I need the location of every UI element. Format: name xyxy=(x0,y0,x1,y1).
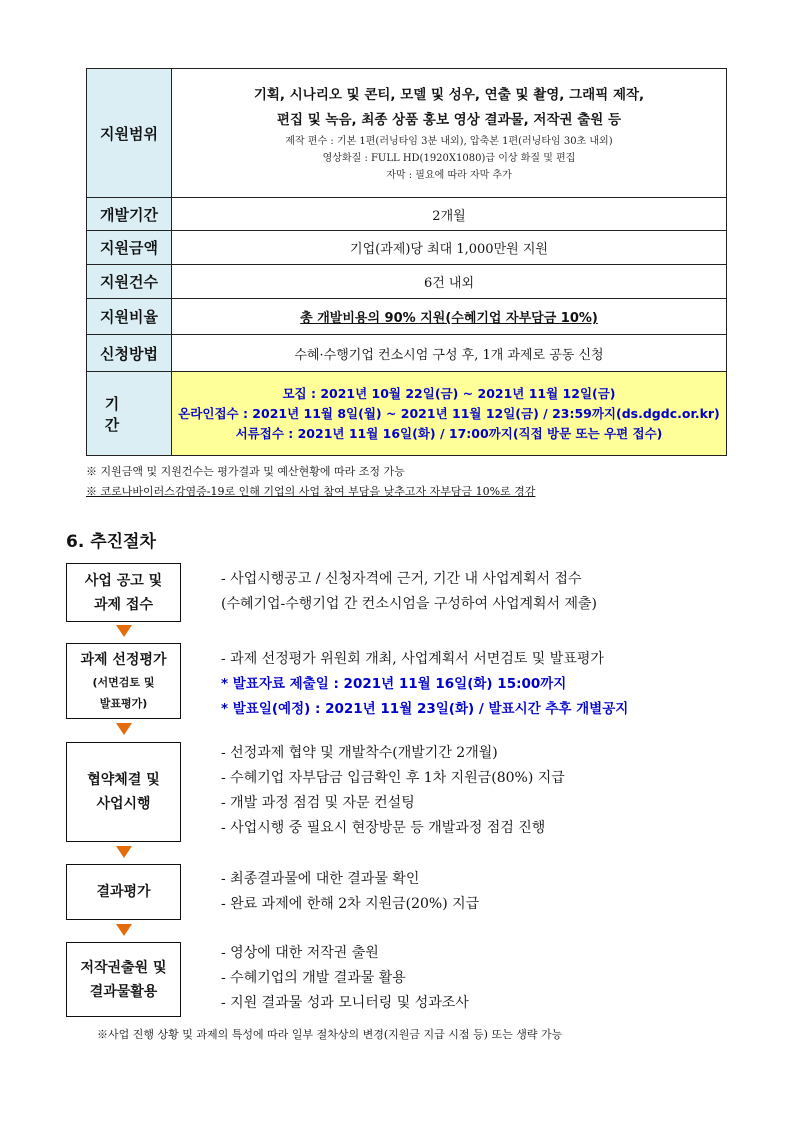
step-label: 발표평가) xyxy=(99,697,148,710)
flow-arrow-icon xyxy=(116,924,132,936)
desc-line: - 영상에 대한 저작권 출원 xyxy=(221,945,379,961)
label-ratio: 지원비율 xyxy=(87,299,172,335)
step-result-eval-desc xyxy=(221,867,479,917)
period-online: 온라인접수 : 2021년 11월 8일(월) ~ 2021년 11월 12일(금) / 23:59까지(ds.dgdc.or.kr) xyxy=(178,405,720,421)
scope-sub-1: 제작 편수 : 기본 1편(러닝타임 3분 내외), 압축본 1편(러닝타임 30초 내외) xyxy=(285,135,613,147)
flow-arrow-icon xyxy=(116,846,132,858)
desc-line: (수혜기업-수행기업 간 컨소시엄을 구성하여 사업계획서 제출) xyxy=(221,596,598,612)
label-scope: 지원범위 xyxy=(87,69,172,198)
value-method: 수혜·수행기업 컨소시엄 구성 후, 1개 과제로 공동 신청 xyxy=(172,335,727,372)
label-period: 기간 xyxy=(87,372,172,456)
step-label: 결과평가 xyxy=(96,884,151,900)
step-agreement-desc xyxy=(221,741,565,841)
label-amount: 지원금액 xyxy=(87,231,172,265)
step-announce xyxy=(66,563,181,622)
row-dev-period xyxy=(87,198,727,231)
step-label: 과제 선정평가 xyxy=(80,652,167,668)
row-amount xyxy=(87,231,727,265)
value-count: 6건 내외 xyxy=(172,265,727,299)
row-count xyxy=(87,265,727,299)
step-label: 결과물활용 xyxy=(89,983,158,1000)
step-agreement xyxy=(66,742,181,842)
label-method: 신청방법 xyxy=(87,335,172,372)
desc-line: - 수혜기업 자부담금 입금확인 후 1차 지원금(80%) 지급 xyxy=(221,770,565,786)
desc-line: - 사업시행공고 / 신청자격에 근거, 기간 내 사업계획서 접수 xyxy=(221,571,582,587)
desc-line-highlight: * 발표자료 제출일 : 2021년 11월 16일(화) 15:00까지 xyxy=(221,676,567,692)
desc-line: - 최종결과물에 대한 결과물 확인 xyxy=(221,871,420,887)
note-covid: ※ 코로나바이러스감염증-19로 인해 기업의 사업 참여 부담을 낮추고자 자부담금 10%로 경감 xyxy=(86,485,536,498)
section-title: 6. 추진절차 xyxy=(66,532,156,552)
scope-sub-3: 자막 : 필요에 따라 자막 추가 xyxy=(386,169,512,181)
desc-line: - 지원 결과물 성과 모니터링 및 성과조사 xyxy=(221,995,469,1011)
value-amount: 기업(과제)당 최대 1,000만원 지원 xyxy=(172,231,727,265)
note-adjust: ※ 지원금액 및 지원건수는 평가결과 및 예산현황에 따라 조정 가능 xyxy=(86,465,405,478)
support-info-table xyxy=(86,68,727,456)
value-scope xyxy=(172,69,727,198)
value-ratio xyxy=(172,299,727,335)
label-dev-period: 개발기간 xyxy=(87,198,172,231)
desc-line: - 완료 과제에 한해 2차 지원금(20%) 지급 xyxy=(221,896,480,912)
step-copyright xyxy=(66,942,181,1017)
desc-line: - 개발 과정 점검 및 자문 컨설팅 xyxy=(221,795,415,811)
flow-arrow-icon xyxy=(116,723,132,735)
desc-line: - 수혜기업의 개발 결과물 활용 xyxy=(221,970,406,986)
step-evaluation xyxy=(66,643,181,719)
step-evaluation-desc xyxy=(221,647,628,722)
step-announce-desc xyxy=(221,567,597,617)
desc-line: - 선정과제 협약 및 개발착수(개발기간 2개월) xyxy=(221,745,498,761)
step-label: 사업시행 xyxy=(96,796,151,812)
row-ratio xyxy=(87,299,727,335)
step-result-eval xyxy=(66,864,181,920)
scope-main-2: 편집 및 녹음, 최종 상품 홍보 영상 결과물, 저작권 출원 등 xyxy=(276,111,622,128)
step-label: 협약체결 및 xyxy=(87,772,160,788)
ratio-text: 총 개발비용의 90% 지원(수혜기업 자부담금 10%) xyxy=(300,311,598,326)
row-period xyxy=(87,372,727,456)
period-document: 서류접수 : 2021년 11월 16일(화) / 17:00까지(직접 방문 또는 우편 접수) xyxy=(235,425,663,441)
desc-line: - 과제 선정평가 위원회 개최, 사업계획서 서면검토 및 발표평가 xyxy=(221,651,604,667)
label-count: 지원건수 xyxy=(87,265,172,299)
row-scope xyxy=(87,69,727,198)
desc-line: - 사업시행 중 필요시 현장방문 등 개발과정 점검 진행 xyxy=(221,820,546,836)
step-label: 과제 접수 xyxy=(94,596,153,613)
step-copyright-desc xyxy=(221,941,469,1016)
procedure-footnote: ※사업 진행 상황 및 과제의 특성에 따라 일부 절차상의 변경(지원금 지급 시점 등) 또는 생략 가능 xyxy=(97,1028,563,1041)
step-label: 저작권출원 및 xyxy=(80,959,167,976)
scope-main-1: 기획, 시나리오 및 콘티, 모델 및 성우, 연출 및 촬영, 그래픽 제작, xyxy=(253,86,645,103)
value-period xyxy=(172,372,727,456)
value-dev-period: 2개월 xyxy=(172,198,727,231)
step-label: 사업 공고 및 xyxy=(84,572,163,589)
scope-sub-2: 영상화질 : FULL HD(1920X1080)급 이상 화질 및 편집 xyxy=(322,152,576,164)
row-method xyxy=(87,335,727,372)
flow-arrow-icon xyxy=(116,625,132,637)
step-label: (서면검토 및 xyxy=(92,676,155,689)
desc-line-highlight: * 발표일(예정) : 2021년 11월 23일(화) / 발표시간 추후 개별공지 xyxy=(221,701,629,717)
period-recruit: 모집 : 2021년 10월 22일(금) ~ 2021년 11월 12일(금) xyxy=(282,385,616,401)
